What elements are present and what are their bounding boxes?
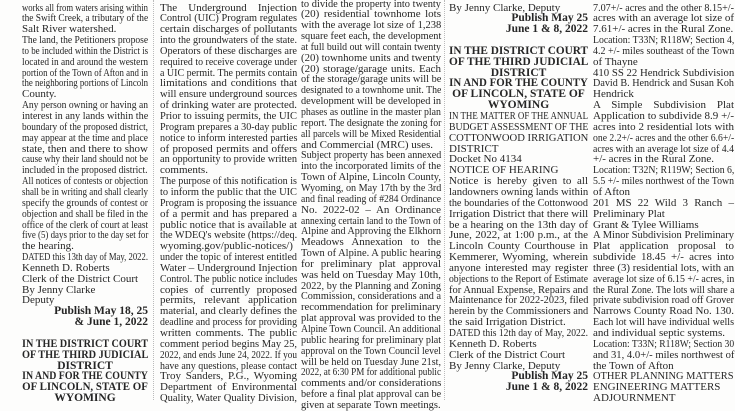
body-text-line: of drinking water are protected. xyxy=(160,99,297,112)
body-text-line: objection and shall be filed in the xyxy=(22,207,148,220)
body-text-line: the boundaries of the Cottonwood xyxy=(449,196,588,209)
body-text-line: DATED this 12th day of May, 2022. xyxy=(449,327,588,339)
body-text-line: all parcels will be Mixed Residential xyxy=(301,127,441,140)
body-text-line: 410 SS 22 Hendrick Subdivision xyxy=(593,66,735,79)
court-heading-line: IN THE DISTRICT COURT xyxy=(449,44,589,57)
body-text-line: NOTICE OF HEARING xyxy=(449,164,559,177)
body-text-line: David B. Hendrick and Susan Koh xyxy=(593,77,734,90)
court-heading-line: OF LINCOLN, STATE OF xyxy=(22,381,148,394)
body-text-line: material, and clearly defines the xyxy=(160,305,297,318)
publish-date-line: & June 1, 2022 xyxy=(74,316,148,329)
body-text-line: one 2.2+/- acres and the other 6.6+/- xyxy=(593,131,735,144)
body-text-line: Subject property has been annexed xyxy=(301,149,442,162)
body-text-line: County. xyxy=(22,88,57,101)
body-text-line: deadline and process for providing xyxy=(160,316,297,329)
body-text-line: of proposed permits and offers xyxy=(160,142,297,155)
body-text-line: the said Irrigation District. xyxy=(449,316,566,329)
publish-date-line: Publish May 18, 25 xyxy=(54,305,148,318)
body-text-line: Preliminary Plat xyxy=(593,207,665,220)
body-text-line: The land, the Petitioners propose xyxy=(22,34,149,47)
body-text-line: report. The designate the zoning for xyxy=(301,116,442,129)
body-text-line: A Minor Subdivision Preliminary xyxy=(593,229,734,242)
body-text-line: the Town of Afton xyxy=(593,359,674,372)
body-text-line: comment period begins May 25, xyxy=(160,337,297,350)
body-text-line: herein by the Commissioners and xyxy=(449,305,589,318)
body-text-line: public notice that is available at xyxy=(160,218,297,231)
body-text-line: OTHER PLANNING MATTERS xyxy=(593,370,734,383)
body-text-line: Clerk of the District Court xyxy=(22,272,139,285)
publish-date-line: June 1 & 8, 2022 xyxy=(505,381,588,394)
body-text-line: and individual septic systems. xyxy=(593,327,725,339)
body-text-line: ADJOURNMENT xyxy=(593,392,676,405)
body-text-line: Program is proposing the issuance xyxy=(160,196,297,209)
body-text-line: 4.2 +/- miles southeast of the Town xyxy=(593,44,735,57)
body-text-line: Kemmerer, Wyoming, wherein xyxy=(449,251,588,264)
body-text-line: 5.5 +/- miles northwest of the Town xyxy=(593,175,734,188)
body-text-line: portion of the Town of Afton and in xyxy=(22,66,148,79)
body-text-line: 2022, at 6:30 PM for additional public xyxy=(301,366,441,379)
body-text-line: an opportunity to provide written xyxy=(160,153,298,166)
body-text-line: for Annual Expense, Repairs and xyxy=(449,283,589,296)
body-text-line: at full build out will contain twenty xyxy=(301,40,441,53)
body-text-line: subdivide 18.45 +/- acres into xyxy=(593,251,734,264)
body-text-line: average lot size of 6.15 +/- acres, in xyxy=(593,272,735,285)
body-text-line: By Jenny Clarke, Deputy xyxy=(449,359,561,372)
body-text-line: to be included within the District is xyxy=(22,44,149,57)
body-text-line: DISTRICT xyxy=(449,142,499,155)
body-text-line: the WDEQ's website (https://deq. xyxy=(160,229,298,242)
body-text-line: Program prepares a 30-day public xyxy=(160,120,298,133)
body-text-line: Grant & Tylee Williams xyxy=(593,218,699,231)
body-text-line: the hearing. xyxy=(22,240,74,253)
body-text-line: Kenneth D. Roberts xyxy=(449,337,537,350)
court-heading-line: OF THE THIRD JUDICIAL xyxy=(449,55,589,68)
body-text-line: No. 2022-02 – An Ordinance xyxy=(301,203,441,216)
body-text-line: have any questions, please contact xyxy=(160,359,298,372)
column-divider xyxy=(153,0,154,400)
body-text-line: public hearing for preliminary plat xyxy=(301,333,442,346)
court-heading-line: IN AND FOR THE COUNTY xyxy=(22,370,148,383)
body-text-line: Control (UIC) Program regulates xyxy=(160,12,297,25)
court-heading-line: WYOMING xyxy=(54,392,116,405)
body-text-line: Plat application proposal to xyxy=(593,240,734,253)
body-text-line: anyone interested may register xyxy=(449,261,588,274)
body-text-line: was held on Tuesday May 10th, xyxy=(301,268,441,281)
body-text-line: of Afton xyxy=(593,185,630,198)
body-text-line: Deputy xyxy=(22,294,55,307)
body-text-line: Location: T33N; R118W; Section 4, xyxy=(593,34,735,47)
body-text-line: five (5) days prior to the day set for xyxy=(22,229,149,242)
body-text-line: Irrigation District that there will xyxy=(449,207,589,220)
body-text-line: located in and around the western xyxy=(22,55,149,68)
body-text-line: By Jenny Clarke, Deputy xyxy=(449,1,561,14)
body-text-line: of the storage/garage units will be xyxy=(301,73,442,86)
body-text-line: plat approval was provided to the xyxy=(301,312,441,325)
body-text-line: The Underground Injection xyxy=(160,1,297,14)
body-text-line: of Thayne xyxy=(593,55,638,68)
body-text-line: recommendation for preliminary xyxy=(301,301,441,314)
body-text-line: be a hearing on the 13th day of xyxy=(449,218,588,231)
body-text-line: and 31, 4.0+/- miles northwest of xyxy=(593,348,735,361)
body-text-line: objections to the Report of Estimate xyxy=(449,272,588,285)
publish-date-line: Publish May 25 xyxy=(511,12,588,25)
body-text-line: limitations and conditions that xyxy=(160,77,297,90)
body-text-line: included in the proposed district. xyxy=(22,164,148,177)
body-text-line: All notices of contests or objection xyxy=(22,175,148,188)
body-text-line: +/- acres in the Rural Zone. xyxy=(593,153,715,166)
body-text-line: development will be developed in xyxy=(301,95,442,108)
body-text-line: may appear at the time and place xyxy=(22,131,148,144)
body-text-line: written comments. The public xyxy=(160,327,297,339)
body-text-line: Location: T33N; R118W; Section 30 xyxy=(593,337,735,350)
body-text-line: acres into 2 residential lots with xyxy=(593,120,734,133)
body-text-line: phases as outline in the master plan xyxy=(301,106,441,118)
body-text-line: Each lot will have individual wells xyxy=(593,316,735,329)
body-text-line: three (3) residential lots, with an xyxy=(593,261,734,274)
body-text-line: boundary of the proposed district, xyxy=(22,120,148,133)
body-text-line: Salt River watershed. xyxy=(22,23,117,36)
body-text-line: copies of currently proposed xyxy=(160,283,297,296)
body-text-line: (20) residential townhome lots xyxy=(301,8,441,21)
body-text-line: Application to subdivide 8.9 +/- xyxy=(593,110,734,122)
body-text-line: to inform the public that the UIC xyxy=(160,185,297,198)
body-text-line: will ensure underground sources xyxy=(160,88,298,101)
body-text-line: IN THE MATTER OF THE ANNUAL xyxy=(449,110,588,122)
body-text-line: Docket No 4134 xyxy=(449,153,522,166)
body-text-line: state, then and there to show xyxy=(22,142,148,155)
body-text-line: certain discharges of pollutants xyxy=(160,23,297,36)
body-text-line: Town of Alpine. A public hearing xyxy=(301,247,442,260)
body-text-line: Commission, considerations and a xyxy=(301,290,441,303)
body-text-line: Clerk of the District Court xyxy=(449,348,566,361)
body-text-line: 7.07+/- acres and the other 8.15+/- xyxy=(593,1,734,14)
body-text-line: A Simple Subdivision Plat xyxy=(593,99,734,112)
body-text-line: Narrows County Road No. 130. xyxy=(593,305,734,318)
body-text-line: June, 2022, at 1:00 p.m., at the xyxy=(449,229,588,242)
body-text-line: will be held on Tuesday June 21st, xyxy=(301,355,441,368)
body-text-line: Department of Environmental xyxy=(160,381,297,394)
body-text-line: for preliminary plat approval xyxy=(301,257,441,270)
body-text-line: and Commercial (MRC) uses. xyxy=(301,138,433,151)
court-heading-line: DISTRICT xyxy=(490,66,547,79)
body-text-line: square feet each, the development xyxy=(301,30,442,43)
body-text-line: Location: T32N; R119W; Section 6, xyxy=(593,164,735,177)
body-text-line: approval on the Town Council level xyxy=(301,344,441,357)
body-text-line: acres with an average lot size of xyxy=(593,12,735,25)
body-text-line: ENGINEERING MATTERS xyxy=(593,381,721,394)
body-text-line: the Rural Zone. The lots will share a xyxy=(593,283,735,296)
body-text-line: COTTONWOOD IRRIGATION xyxy=(449,131,589,144)
body-text-line: Hendrick xyxy=(593,88,634,101)
body-text-line: The purpose of this notification is xyxy=(160,175,297,188)
body-text-line: into the incorporated limits of the xyxy=(301,160,441,173)
body-text-line: Wyoming, on May 17th by the 3rd xyxy=(301,181,442,194)
body-text-line: into the groundwaters of the state. xyxy=(160,34,297,47)
body-text-line: By Jenny Clarke xyxy=(22,283,96,296)
body-text-line: 2022, and ends June 24, 2022. If you xyxy=(160,348,297,361)
body-text-line: interest in any lands within the xyxy=(22,110,149,122)
body-text-line: Lincoln County Courthouse in xyxy=(449,240,588,253)
body-text-line: private subdivision road off Grover xyxy=(593,294,734,307)
body-text-line: Quality, Water Quality Division, xyxy=(160,392,297,405)
body-text-line: (20) storage/garage units. Each xyxy=(301,62,441,75)
body-text-line: Water – Underground Injection xyxy=(160,261,298,274)
body-text-line: 2022, by the Planning and Zoning xyxy=(301,279,441,292)
body-text-line: (20) townhome units and twenty xyxy=(301,51,441,64)
body-text-line: Alpine and Approving the Elkhorn xyxy=(301,225,441,238)
court-heading-line: IN AND FOR THE COUNTY xyxy=(449,77,588,90)
body-text-line: the Swift Creek, a tributary of the xyxy=(22,12,149,25)
body-text-line: DATED this 13th day of May, 2022. xyxy=(22,251,148,264)
body-text-line: Any person owning or having an xyxy=(22,99,148,112)
body-text-line: comments. xyxy=(160,164,208,177)
body-text-line: BUDGET ASSESSMENT OF THE xyxy=(449,120,589,133)
body-text-line: annexing certain land to the Town of xyxy=(301,214,441,227)
column-divider xyxy=(444,0,445,400)
body-text-line: landowners owning lands within xyxy=(449,185,589,198)
body-text-line: works all from waters arising within xyxy=(22,1,148,14)
body-text-line: Maintenance for 2022-2023, filed xyxy=(449,294,589,307)
body-text-line: Notice is hereby given to all xyxy=(449,175,588,188)
body-text-line: Troy Sanders, P.G., Wyoming xyxy=(160,370,297,383)
body-text-line: acres with an average lot size of 4.4 xyxy=(593,142,734,155)
body-text-line: cause why their land should not be xyxy=(22,153,148,166)
body-text-line: with the average lot size of 1,238 xyxy=(301,19,442,32)
body-text-line: 7.61+/- acres in the Rural Zone. xyxy=(593,23,734,36)
body-text-line: to divide the property into twenty xyxy=(301,0,441,10)
body-text-line: the neighboring portions of Lincoln xyxy=(22,77,149,90)
court-heading-line: OF THE THIRD JUDICIAL xyxy=(22,348,149,361)
body-text-line: permits, relevant application xyxy=(160,294,297,307)
body-text-line: notice to inform interested parties xyxy=(160,131,298,144)
body-text-line: Town of Alpine, Lincoln County, xyxy=(301,171,441,184)
body-text-line: designated to a townhome unit. The xyxy=(301,84,442,97)
court-heading-line: DISTRICT xyxy=(57,359,113,372)
body-text-line: specify the grounds of contest or xyxy=(22,196,148,209)
body-text-line: Operators of these discharges are xyxy=(160,44,297,57)
body-text-line: office of the clerk of court at least xyxy=(22,218,149,231)
body-text-line: shall be in writing and shall clearly xyxy=(22,185,148,198)
court-heading-line: IN THE DISTRICT COURT xyxy=(22,337,149,350)
body-text-line: Kenneth D. Roberts xyxy=(22,261,110,274)
publish-date-line: June 1 & 8, 2022 xyxy=(505,23,588,36)
body-text-line: Control. The public notice includes xyxy=(160,272,298,285)
body-text-line: a UIC permit. The permits contain xyxy=(160,66,298,79)
body-text-line: given at separate Town meetings. xyxy=(301,398,441,411)
court-heading-line: WYOMING xyxy=(487,99,550,112)
body-text-line: Alpine Town Council. An additional xyxy=(301,323,442,335)
body-text-line: Prior to issuing permits, the UIC xyxy=(160,110,297,122)
body-text-line: comments and/or considerations xyxy=(301,377,442,390)
body-text-line: required to receive coverage under xyxy=(160,55,297,68)
body-text-line: Meadows Annexation to the xyxy=(301,236,441,249)
body-text-line: 201 MS 22 Wild 3 Ranch – xyxy=(593,196,734,209)
body-text-line: before a final plat approval can be xyxy=(301,388,442,401)
body-text-line: wyoming.gov/public-notices/) xyxy=(160,240,293,253)
publish-date-line: Publish May 25 xyxy=(511,370,588,383)
body-text-line: under the topic of interest entitled xyxy=(160,251,297,264)
court-heading-line: OF LINCOLN, STATE OF xyxy=(452,88,585,101)
body-text-line: and final reading of #284 Ordinance xyxy=(301,192,441,205)
body-text-line: of a permit and has prepared a xyxy=(160,207,297,220)
